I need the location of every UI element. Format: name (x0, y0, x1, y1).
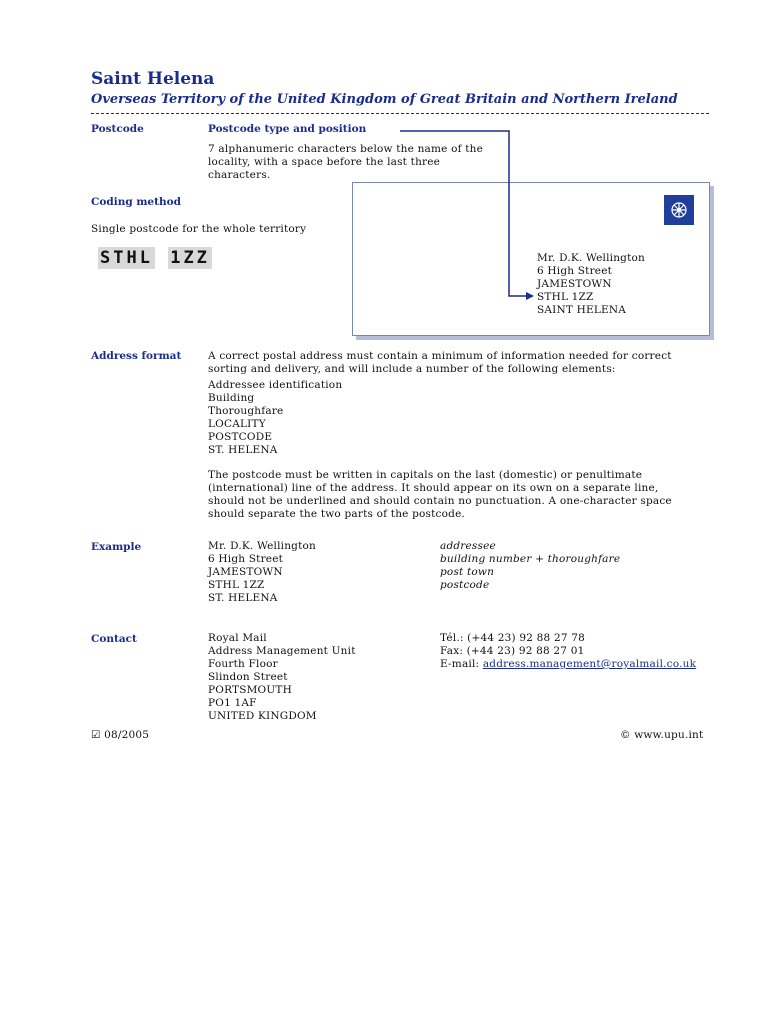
contact-details (440, 632, 696, 671)
contact-address: Royal Mail Address Management Unit Fourth Floor Slindon Street PORTSMOUTH PO1 1AF UNITED KINGDOM (208, 632, 356, 722)
contact-telephone: Tél.: (+44 23) 92 88 27 78 (440, 632, 586, 644)
example-address: Mr. D.K. Wellington 6 High Street JAMESTOWN STHL 1ZZ ST. HELENA (208, 540, 317, 604)
coding-method-text: Single postcode for the whole territory (91, 223, 307, 235)
address-elements-list: Addressee identification Building Thoroughfare LOCALITY POSTCODE ST. HELENA (208, 379, 343, 456)
contact-fax: Fax: (+44 23) 92 88 27 01 (440, 645, 585, 657)
address-format-label: Address format (91, 350, 182, 362)
postcode-position-arrow (0, 0, 770, 400)
coding-method-label: Coding method (91, 196, 181, 208)
document-date: ☑ 08/2005 (91, 729, 150, 741)
contact-label: Contact (91, 633, 137, 645)
email-link[interactable]: address.management@royalmail.co.uk (482, 658, 697, 670)
postcode-type-description: 7 alphanumeric characters below the name of the locality, with a space before the last three characters. (208, 143, 484, 181)
page-subtitle: Overseas Territory of the United Kingdom of Great Britain and Northern Ireland (91, 92, 678, 107)
contact-email-row: E-mail: address.management@royalmail.co.uk (440, 658, 697, 670)
postcode-writing-note: The postcode must be written in capitals on the last (domestic) or penultimate (international) line of the address. It should appear on its own on a separate line, should not be underlined and should contain no punctuation. A one-character space should separate the two parts of the postcode. (208, 469, 672, 520)
postcode-type-heading: Postcode type and position (208, 123, 367, 135)
postcode-outward: STHL (100, 248, 153, 268)
example-label: Example (91, 541, 142, 553)
address-format-intro: A correct postal address must contain a minimum of information needed for correct sorting and delivery, and will include a number of the following elements: (208, 350, 672, 375)
postcode-label: Postcode (91, 123, 144, 135)
postcode-inward: 1ZZ (170, 248, 210, 268)
upu-website: © www.upu.int (620, 729, 704, 741)
envelope-address: Mr. D.K. Wellington 6 High Street JAMESTOWN STHL 1ZZ SAINT HELENA (537, 252, 646, 316)
example-annotations: addressee building number + thoroughfare post town postcode (440, 540, 621, 591)
page-title: Saint Helena (91, 69, 215, 89)
